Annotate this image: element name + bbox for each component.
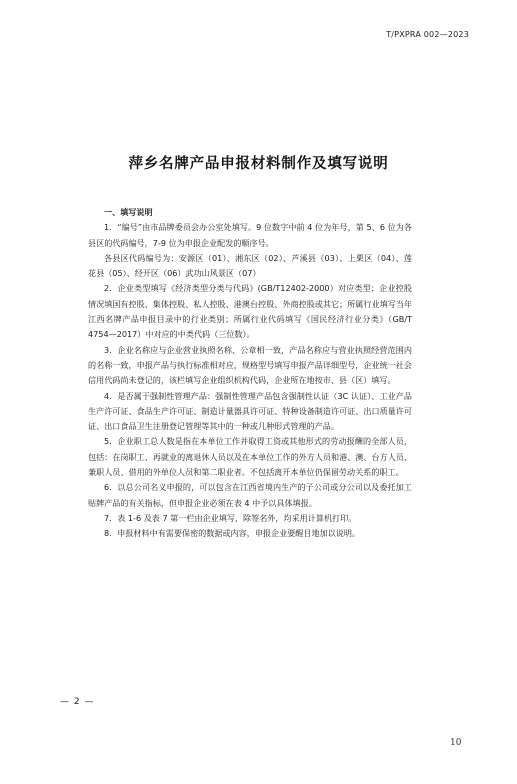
section-heading: 一、填写说明 — [104, 207, 153, 217]
paragraph-district-codes: 各县区代码编号为：安源区（01）、湘东区（02）、芦溪县（03）、上栗区（04）、莲花县（05）、经开区（06）武功山风景区（07） — [88, 252, 412, 279]
standard-code: T/PXPRA 002—2023 — [386, 30, 469, 39]
paragraph-1: 1．“编号”由市品牌委员会办公室处填写。9 位数字中前 4 位为年号，第 5、6 位为各县区的代码编号，7-9 位为申报企业配发的顺序号。 — [88, 222, 412, 248]
instructions-section — [88, 205, 412, 542]
paragraph-4: 4．是否属于强制性管理产品：强制性管理产品包含强制性认证（3C 认证）、工业产品生产许可证、食品生产许可证、制造计量器具许可证、特种设备制造许可证、出口质量许可证、出口食品卫生注册登记管理等其中的一种或几种形式管理的产品。 — [88, 390, 412, 432]
paragraph-6: 6．以总公司名义申报的，可以包含在江西省境内生产的子公司或分公司以及委托加工贴牌产品的有关指标，但申报企业必须在表 4 中予以具体填报。 — [88, 482, 412, 508]
paragraph-3: 3．企业名称应与企业营业执照名称、公章相一致，产品名称应与营业执照经营范围内的名称一致，申报产品与执行标准相对应，规格型号填写申报产品详细型号，企业统一社会信用代码尚未登记的，该栏填写企业组织机构代码，企业所在地按市、县（区）填写。 — [88, 344, 412, 386]
paragraph-8: 8．申报材料中有需要保密的数据或内容，申报企业要醒目地加以说明。 — [104, 528, 361, 539]
scan-page-number: 10 — [450, 738, 462, 748]
page-number: — 2 — — [60, 697, 95, 707]
paragraph-5: 5．企业职工总人数是指在本单位工作并取得工资或其他形式的劳动报酬的全部人员，包括：在岗职工、再就业的离退休人员以及在本单位工作的外方人员和港、澳、台方人员、兼职人员、借用的外单位人员和第二职业者。不包括离开本单位仍保留劳动关系的职工。 — [88, 436, 412, 478]
paragraph-7: 7．表 1-6 及表 7 第一栏由企业填写，除签名外，均采用计算机打印。 — [104, 512, 357, 523]
page-title: 萍乡名牌产品申报材料制作及填写说明 — [128, 156, 389, 172]
paragraph-2: 2．企业类型填写《经济类型分类与代码》(GB/T12402-2000）对应类型；企业控股情况填国有控股、集体控股、私人控股、港澳台控股、外商控股或其它；所属行业填写当年江西名牌产品申报目录中的行业类别；所属行业代码填写《国民经济行业分类》（GB/T 4754—2017）中对应的中类代码（三位数）。 — [88, 283, 412, 340]
